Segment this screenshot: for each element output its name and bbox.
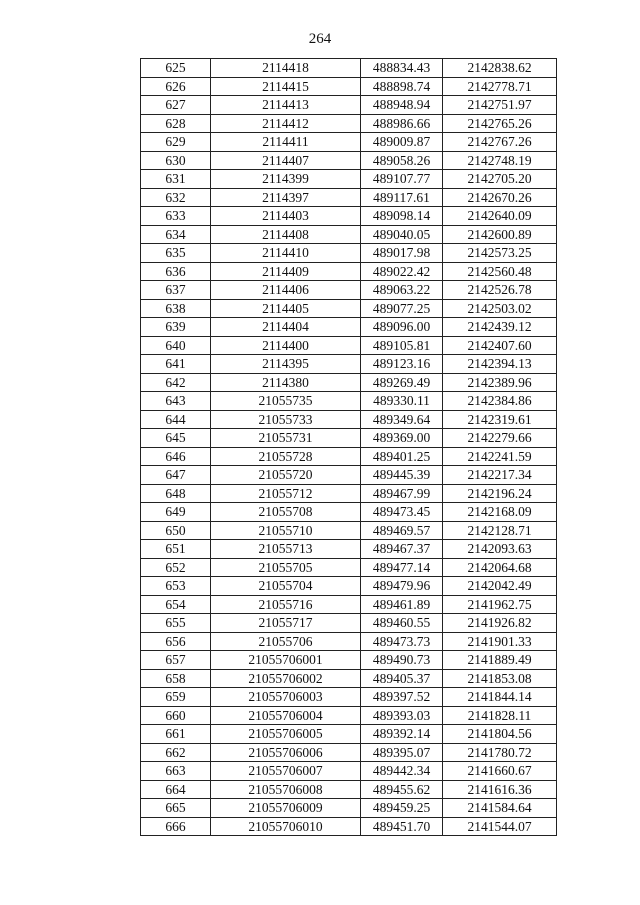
row-number-cell: 651 xyxy=(141,540,211,559)
x-coordinate-cell: 489105.81 xyxy=(361,336,443,355)
x-coordinate-cell: 489040.05 xyxy=(361,225,443,244)
table-row xyxy=(141,466,557,485)
row-number-cell: 630 xyxy=(141,151,211,170)
x-coordinate-cell: 489107.77 xyxy=(361,170,443,189)
y-coordinate-cell: 2142526.78 xyxy=(443,281,557,300)
x-coordinate-cell: 488948.94 xyxy=(361,96,443,115)
x-coordinate-cell: 489393.03 xyxy=(361,706,443,725)
x-coordinate-cell: 489123.16 xyxy=(361,355,443,374)
point-code-cell: 21055706009 xyxy=(211,799,361,818)
point-code-cell: 2114405 xyxy=(211,299,361,318)
row-number-cell: 660 xyxy=(141,706,211,725)
point-code-cell: 21055706010 xyxy=(211,817,361,836)
table-row xyxy=(141,59,557,78)
x-coordinate-cell: 489077.25 xyxy=(361,299,443,318)
x-coordinate-cell: 489445.39 xyxy=(361,466,443,485)
table-row xyxy=(141,429,557,448)
x-coordinate-cell: 489477.14 xyxy=(361,558,443,577)
y-coordinate-cell: 2142042.49 xyxy=(443,577,557,596)
table-row xyxy=(141,96,557,115)
y-coordinate-cell: 2141889.49 xyxy=(443,651,557,670)
y-coordinate-cell: 2142439.12 xyxy=(443,318,557,337)
table-row xyxy=(141,780,557,799)
table-row xyxy=(141,799,557,818)
y-coordinate-cell: 2141853.08 xyxy=(443,669,557,688)
table-row xyxy=(141,336,557,355)
point-code-cell: 21055720 xyxy=(211,466,361,485)
point-code-cell: 21055706005 xyxy=(211,725,361,744)
x-coordinate-cell: 489369.00 xyxy=(361,429,443,448)
table-row xyxy=(141,299,557,318)
table-row xyxy=(141,151,557,170)
x-coordinate-cell: 489490.73 xyxy=(361,651,443,670)
x-coordinate-cell: 489098.14 xyxy=(361,207,443,226)
point-code-cell: 2114400 xyxy=(211,336,361,355)
row-number-cell: 626 xyxy=(141,77,211,96)
point-code-cell: 2114397 xyxy=(211,188,361,207)
point-code-cell: 21055735 xyxy=(211,392,361,411)
row-number-cell: 659 xyxy=(141,688,211,707)
row-number-cell: 646 xyxy=(141,447,211,466)
point-code-cell: 21055706 xyxy=(211,632,361,651)
table-row xyxy=(141,817,557,836)
row-number-cell: 632 xyxy=(141,188,211,207)
row-number-cell: 637 xyxy=(141,281,211,300)
x-coordinate-cell: 489395.07 xyxy=(361,743,443,762)
x-coordinate-cell: 489467.37 xyxy=(361,540,443,559)
x-coordinate-cell: 488986.66 xyxy=(361,114,443,133)
row-number-cell: 641 xyxy=(141,355,211,374)
point-code-cell: 21055733 xyxy=(211,410,361,429)
row-number-cell: 633 xyxy=(141,207,211,226)
x-coordinate-cell: 489397.52 xyxy=(361,688,443,707)
x-coordinate-cell: 489401.25 xyxy=(361,447,443,466)
y-coordinate-cell: 2142168.09 xyxy=(443,503,557,522)
y-coordinate-cell: 2142217.34 xyxy=(443,466,557,485)
y-coordinate-cell: 2142640.09 xyxy=(443,207,557,226)
row-number-cell: 649 xyxy=(141,503,211,522)
table-row xyxy=(141,281,557,300)
x-coordinate-cell: 489442.34 xyxy=(361,762,443,781)
y-coordinate-cell: 2141901.33 xyxy=(443,632,557,651)
row-number-cell: 657 xyxy=(141,651,211,670)
point-code-cell: 2114410 xyxy=(211,244,361,263)
row-number-cell: 638 xyxy=(141,299,211,318)
x-coordinate-cell: 489022.42 xyxy=(361,262,443,281)
x-coordinate-cell: 489269.49 xyxy=(361,373,443,392)
table-row xyxy=(141,373,557,392)
point-code-cell: 2114403 xyxy=(211,207,361,226)
y-coordinate-cell: 2141804.56 xyxy=(443,725,557,744)
row-number-cell: 648 xyxy=(141,484,211,503)
row-number-cell: 631 xyxy=(141,170,211,189)
row-number-cell: 658 xyxy=(141,669,211,688)
row-number-cell: 647 xyxy=(141,466,211,485)
table-row xyxy=(141,651,557,670)
point-code-cell: 21055706003 xyxy=(211,688,361,707)
x-coordinate-cell: 489479.96 xyxy=(361,577,443,596)
x-coordinate-cell: 489063.22 xyxy=(361,281,443,300)
row-number-cell: 666 xyxy=(141,817,211,836)
row-number-cell: 653 xyxy=(141,577,211,596)
y-coordinate-cell: 2142670.26 xyxy=(443,188,557,207)
row-number-cell: 629 xyxy=(141,133,211,152)
table-row xyxy=(141,484,557,503)
x-coordinate-cell: 489469.57 xyxy=(361,521,443,540)
point-code-cell: 21055717 xyxy=(211,614,361,633)
row-number-cell: 644 xyxy=(141,410,211,429)
y-coordinate-cell: 2142503.02 xyxy=(443,299,557,318)
x-coordinate-cell: 489096.00 xyxy=(361,318,443,337)
table-row xyxy=(141,762,557,781)
table-row xyxy=(141,725,557,744)
row-number-cell: 635 xyxy=(141,244,211,263)
y-coordinate-cell: 2141844.14 xyxy=(443,688,557,707)
point-code-cell: 21055705 xyxy=(211,558,361,577)
table-row xyxy=(141,503,557,522)
point-code-cell: 2114407 xyxy=(211,151,361,170)
x-coordinate-cell: 489473.45 xyxy=(361,503,443,522)
y-coordinate-cell: 2141780.72 xyxy=(443,743,557,762)
x-coordinate-cell: 489117.61 xyxy=(361,188,443,207)
point-code-cell: 2114418 xyxy=(211,59,361,78)
y-coordinate-cell: 2141616.36 xyxy=(443,780,557,799)
table-row xyxy=(141,688,557,707)
table-row xyxy=(141,170,557,189)
row-number-cell: 656 xyxy=(141,632,211,651)
point-code-cell: 21055731 xyxy=(211,429,361,448)
row-number-cell: 664 xyxy=(141,780,211,799)
x-coordinate-cell: 489473.73 xyxy=(361,632,443,651)
y-coordinate-cell: 2142389.96 xyxy=(443,373,557,392)
table-row xyxy=(141,706,557,725)
row-number-cell: 650 xyxy=(141,521,211,540)
coordinates-table-body xyxy=(141,59,557,836)
point-code-cell: 21055704 xyxy=(211,577,361,596)
table-row xyxy=(141,521,557,540)
point-code-cell: 21055713 xyxy=(211,540,361,559)
row-number-cell: 654 xyxy=(141,595,211,614)
coordinates-table xyxy=(140,58,557,836)
table-row xyxy=(141,133,557,152)
x-coordinate-cell: 488898.74 xyxy=(361,77,443,96)
y-coordinate-cell: 2142384.86 xyxy=(443,392,557,411)
point-code-cell: 2114380 xyxy=(211,373,361,392)
row-number-cell: 640 xyxy=(141,336,211,355)
table-row xyxy=(141,188,557,207)
y-coordinate-cell: 2142748.19 xyxy=(443,151,557,170)
y-coordinate-cell: 2142600.89 xyxy=(443,225,557,244)
table-row xyxy=(141,595,557,614)
row-number-cell: 636 xyxy=(141,262,211,281)
point-code-cell: 21055728 xyxy=(211,447,361,466)
x-coordinate-cell: 489461.89 xyxy=(361,595,443,614)
point-code-cell: 2114415 xyxy=(211,77,361,96)
page-number: 264 xyxy=(308,31,332,47)
point-code-cell: 2114395 xyxy=(211,355,361,374)
row-number-cell: 627 xyxy=(141,96,211,115)
y-coordinate-cell: 2142064.68 xyxy=(443,558,557,577)
point-code-cell: 21055706008 xyxy=(211,780,361,799)
y-coordinate-cell: 2142705.20 xyxy=(443,170,557,189)
y-coordinate-cell: 2141926.82 xyxy=(443,614,557,633)
y-coordinate-cell: 2141828.11 xyxy=(443,706,557,725)
point-code-cell: 21055710 xyxy=(211,521,361,540)
point-code-cell: 21055706002 xyxy=(211,669,361,688)
y-coordinate-cell: 2142394.13 xyxy=(443,355,557,374)
x-coordinate-cell: 488834.43 xyxy=(361,59,443,78)
row-number-cell: 663 xyxy=(141,762,211,781)
x-coordinate-cell: 489330.11 xyxy=(361,392,443,411)
x-coordinate-cell: 489009.87 xyxy=(361,133,443,152)
row-number-cell: 639 xyxy=(141,318,211,337)
y-coordinate-cell: 2142838.62 xyxy=(443,59,557,78)
y-coordinate-cell: 2142751.97 xyxy=(443,96,557,115)
y-coordinate-cell: 2142279.66 xyxy=(443,429,557,448)
point-code-cell: 21055708 xyxy=(211,503,361,522)
row-number-cell: 655 xyxy=(141,614,211,633)
row-number-cell: 628 xyxy=(141,114,211,133)
row-number-cell: 634 xyxy=(141,225,211,244)
point-code-cell: 2114409 xyxy=(211,262,361,281)
row-number-cell: 645 xyxy=(141,429,211,448)
y-coordinate-cell: 2142241.59 xyxy=(443,447,557,466)
row-number-cell: 643 xyxy=(141,392,211,411)
y-coordinate-cell: 2141660.67 xyxy=(443,762,557,781)
table-row xyxy=(141,540,557,559)
point-code-cell: 21055712 xyxy=(211,484,361,503)
y-coordinate-cell: 2142128.71 xyxy=(443,521,557,540)
y-coordinate-cell: 2141584.64 xyxy=(443,799,557,818)
x-coordinate-cell: 489017.98 xyxy=(361,244,443,263)
point-code-cell: 21055706001 xyxy=(211,651,361,670)
table-row xyxy=(141,410,557,429)
table-row xyxy=(141,225,557,244)
point-code-cell: 21055716 xyxy=(211,595,361,614)
table-row xyxy=(141,318,557,337)
table-row xyxy=(141,632,557,651)
y-coordinate-cell: 2142407.60 xyxy=(443,336,557,355)
point-code-cell: 2114412 xyxy=(211,114,361,133)
y-coordinate-cell: 2142093.63 xyxy=(443,540,557,559)
row-number-cell: 642 xyxy=(141,373,211,392)
x-coordinate-cell: 489459.25 xyxy=(361,799,443,818)
table-row xyxy=(141,207,557,226)
x-coordinate-cell: 489460.55 xyxy=(361,614,443,633)
y-coordinate-cell: 2142560.48 xyxy=(443,262,557,281)
x-coordinate-cell: 489405.37 xyxy=(361,669,443,688)
table-row xyxy=(141,558,557,577)
table-row xyxy=(141,447,557,466)
x-coordinate-cell: 489058.26 xyxy=(361,151,443,170)
y-coordinate-cell: 2142319.61 xyxy=(443,410,557,429)
point-code-cell: 2114406 xyxy=(211,281,361,300)
point-code-cell: 21055706007 xyxy=(211,762,361,781)
y-coordinate-cell: 2142765.26 xyxy=(443,114,557,133)
point-code-cell: 2114404 xyxy=(211,318,361,337)
table-row xyxy=(141,669,557,688)
x-coordinate-cell: 489467.99 xyxy=(361,484,443,503)
row-number-cell: 662 xyxy=(141,743,211,762)
table-row xyxy=(141,77,557,96)
y-coordinate-cell: 2142778.71 xyxy=(443,77,557,96)
table-row xyxy=(141,577,557,596)
y-coordinate-cell: 2141962.75 xyxy=(443,595,557,614)
table-row xyxy=(141,114,557,133)
row-number-cell: 665 xyxy=(141,799,211,818)
table-row xyxy=(141,743,557,762)
table-row xyxy=(141,614,557,633)
x-coordinate-cell: 489451.70 xyxy=(361,817,443,836)
row-number-cell: 661 xyxy=(141,725,211,744)
y-coordinate-cell: 2141544.07 xyxy=(443,817,557,836)
x-coordinate-cell: 489455.62 xyxy=(361,780,443,799)
row-number-cell: 625 xyxy=(141,59,211,78)
table-row xyxy=(141,262,557,281)
y-coordinate-cell: 2142767.26 xyxy=(443,133,557,152)
x-coordinate-cell: 489392.14 xyxy=(361,725,443,744)
point-code-cell: 2114408 xyxy=(211,225,361,244)
point-code-cell: 21055706006 xyxy=(211,743,361,762)
table-row xyxy=(141,392,557,411)
y-coordinate-cell: 2142196.24 xyxy=(443,484,557,503)
point-code-cell: 21055706004 xyxy=(211,706,361,725)
point-code-cell: 2114399 xyxy=(211,170,361,189)
table-row xyxy=(141,244,557,263)
point-code-cell: 2114413 xyxy=(211,96,361,115)
table-row xyxy=(141,355,557,374)
row-number-cell: 652 xyxy=(141,558,211,577)
x-coordinate-cell: 489349.64 xyxy=(361,410,443,429)
y-coordinate-cell: 2142573.25 xyxy=(443,244,557,263)
point-code-cell: 2114411 xyxy=(211,133,361,152)
